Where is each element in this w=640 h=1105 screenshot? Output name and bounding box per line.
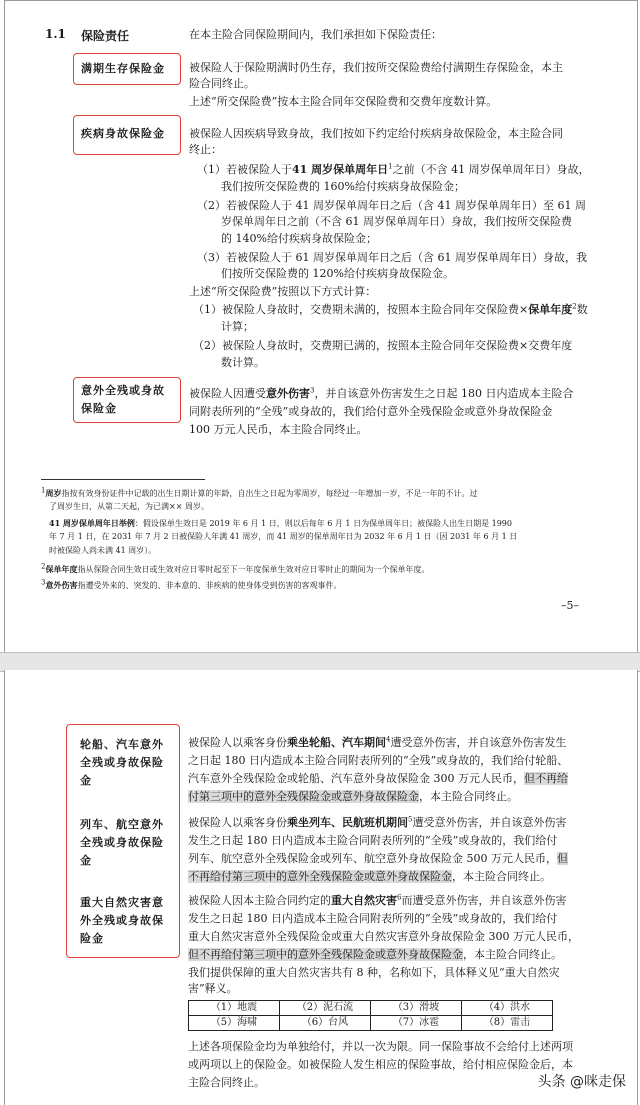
accident-text-2: 同附表所列的“全残”或身故的，我们给付意外全残保险金或意外身故保险金	[189, 405, 553, 418]
table-cell: （4）洪水	[462, 1001, 553, 1016]
disaster-text-6: 害”释义。	[188, 982, 238, 995]
disaster-label-3: 险金	[80, 932, 104, 945]
premium-calc-intro: 上述“所交保险费”按照以下方式计算：	[189, 285, 377, 298]
footnote-divider	[41, 479, 205, 480]
illness-item-3b: 们按所交保险费的 120%给付疾病身故保险金。	[221, 267, 454, 280]
page-number: –5–	[561, 599, 579, 612]
illness-item-1b: 我们按所交保险费的 160%给付疾病身故保险金；	[221, 180, 465, 193]
vehicle-text-2: 之日起 180 日内造成本主险合同附表所列的“全残”或身故的，我们给付轮船、	[188, 754, 569, 767]
accident-text-3: 100 万元人民币，本主险合同终止。	[189, 423, 368, 436]
vehicle-label-2: 全残或身故保险	[80, 756, 164, 769]
disaster-label-2: 外全残或身故保	[80, 914, 164, 927]
table-cell: （1）地震	[189, 1001, 280, 1016]
accident-text-1: 被保险人因遭受意外伤害$^3$，并自该意外伤害发生之日起 180 日内造成本主险合	[189, 386, 574, 400]
illness-item-2b: 岁保单周年日之前（不含 61 周岁保单周年日）身故，我们按所交保险费	[221, 215, 572, 228]
train-text-1: 被保险人以乘客身份乘坐列车、民航班机期间$^5$遭受意外伤害，并自该意外伤害	[188, 815, 567, 829]
table-cell: （6）台风	[280, 1016, 371, 1031]
table-cell: （8）雷击	[462, 1016, 553, 1031]
disaster-table	[188, 1000, 553, 1031]
premium-calc-2b: 数计算。	[221, 356, 265, 369]
train-label-2: 全残或身故保险	[80, 836, 164, 849]
section-number: 1.1	[45, 27, 66, 41]
illness-text-1: 被保险人因疾病导致身故，我们按如下约定给付疾病身故保险金，本主险合同	[189, 127, 563, 140]
closing-text-1: 上述各项保险金均为单独给付，并以一次为限。同一保险事故不会给付上述两项	[188, 1040, 573, 1053]
train-text-4: 不再给付第三项中的意外全残保险金或意外身故保险金，本主险合同终止。	[188, 870, 551, 883]
table-row	[189, 1001, 553, 1016]
illness-item-2a: （2）若被保险人于 41 周岁保单周年日之后（含 41 周岁保单周年日）至 61 周	[197, 199, 586, 212]
illness-text-2: 终止：	[189, 143, 222, 156]
accident-label-1: 意外全残或身故	[81, 384, 165, 397]
footnote-1-example-3: 时被保险人尚未满 41 周岁）。	[49, 546, 157, 555]
premium-calc-1a: （1）被保险人身故时，交费期未满的，按照本主险合同年交保险费×保单年度$^2$数	[193, 302, 588, 316]
footnote-2: 2保单年度指从保险合同生效日或生效对应日零时起至下一年度保单生效对应日零时止的期间为一个保单年度。	[41, 562, 430, 574]
table-cell: （7）冰雹	[371, 1016, 462, 1031]
table-cell: （2）泥石流	[280, 1001, 371, 1016]
closing-text-3: 主险合同终止。	[188, 1076, 265, 1089]
maturity-text-2: 险合同终止。	[189, 77, 255, 90]
footnote-3: 3意外伤害指遭受外来的、突发的、非本意的、非疾病的使身体受到伤害的客观事件。	[41, 578, 342, 590]
illness-item-3a: （3）若被保险人于 61 周岁保单周年日之后（含 61 周岁保单周年日）身故，我	[197, 251, 587, 264]
vehicle-text-4: 付第三项中的意外全残保险金或意外身故保险金，本主险合同终止。	[188, 790, 518, 803]
disaster-text-4: 但不再给付第三项中的意外全残保险金或意外身故保险金，本主险合同终止。	[188, 948, 562, 961]
illness-item-2c: 的 140%给付疾病身故保险金；	[221, 232, 377, 245]
maturity-text-3: 上述“所交保险费”按本主险合同年交保险费和交费年度数计算。	[189, 95, 498, 108]
disaster-text-3: 重大自然灾害意外全残保险金或重大自然灾害意外身故保险金 300 万元人民币，	[188, 930, 579, 943]
illness-item-1a: （1）若被保险人于41 周岁保单周年日$^1$之前（不含 41 周岁保单周年日）身故，	[197, 162, 590, 176]
footnote-1: 1周岁指按有效身份证件中记载的出生日期计算的年龄，自出生之日起为零周岁，每经过一年增加一岁，不足一年的不计。过	[41, 486, 478, 498]
disaster-text-2: 发生之日起 180 日内造成本主险合同附表所列的“全残”或身故的，我们给付	[188, 912, 558, 925]
premium-calc-2a: （2）被保险人身故时，交费期已满的，按照本主险合同年交保险费×交费年度	[193, 339, 573, 352]
closing-text-2: 或两项以上的保险金。如被保险人发生相应的保险事故，给付相应保险金后，本	[188, 1058, 573, 1071]
illness-label: 疾病身故保险金	[81, 127, 165, 140]
table-row	[189, 1016, 553, 1031]
maturity-label: 满期生存保险金	[81, 62, 165, 75]
table-cell: （3）滑坡	[371, 1001, 462, 1016]
vehicle-label-1: 轮船、汽车意外	[80, 738, 164, 751]
footnote-1-example-1: 41 周岁保单周年日举例：假设保单生效日是 2019 年 6 月 1 日，则以后每年 6 月 1 日为保单周年日；被保险人出生日期是 1990	[49, 518, 512, 528]
disaster-text-1: 被保险人因本主险合同约定的重大自然灾害$^6$而遭受意外伤害，并自该意外伤害	[188, 893, 567, 907]
vehicle-text-3: 汽车意外全残保险金或轮船、汽车意外身故保险金 300 万元人民币，但不再给	[188, 772, 568, 785]
train-text-3: 列车、航空意外全残保险金或列车、航空意外身故保险金 500 万元人民币，但	[188, 852, 568, 865]
source-watermark: 头条 @咪走保	[537, 1074, 626, 1090]
table-cell: （5）海啸	[189, 1016, 280, 1031]
train-text-2: 发生之日起 180 日内造成本主险合同附表所列的“全残”或身故的，我们给付	[188, 834, 558, 847]
section-title: 保险责任	[81, 29, 130, 43]
accident-label-2: 保险金	[81, 402, 117, 415]
maturity-text-1: 被保险人于保险期满时仍生存，我们按所交保险费给付满期生存保险金，本主	[189, 61, 563, 74]
page-gap	[0, 652, 640, 672]
vehicle-label-3: 金	[80, 774, 92, 787]
footnote-1-example-2: 年 7 月 1 日，在 2031 年 7 月 2 日被保险人年满 41 周岁，而 41 周岁的保单周年日为 2032 年 6 月 1 日（因 2031 年 6 月 1 日	[49, 532, 518, 541]
disaster-label-1: 重大自然灾害意	[80, 896, 164, 909]
disaster-text-5: 我们提供保障的重大自然灾害共有 8 种，名称如下，具体释义见“重大自然灾	[188, 966, 560, 979]
vehicle-text-1: 被保险人以乘客身份乘坐轮船、汽车期间$^4$遭受意外伤害，并自该意外伤害发生	[188, 735, 567, 749]
footnote-1-cont: 了周岁生日，从第二天起，为已满×× 周岁。	[49, 502, 209, 511]
train-label-3: 金	[80, 854, 92, 867]
premium-calc-1b: 计算；	[221, 320, 254, 333]
section-intro: 在本主险合同保险期间内，我们承担如下保险责任：	[189, 28, 442, 41]
document-page-5	[4, 0, 638, 653]
train-label-1: 列车、航空意外	[80, 818, 164, 831]
